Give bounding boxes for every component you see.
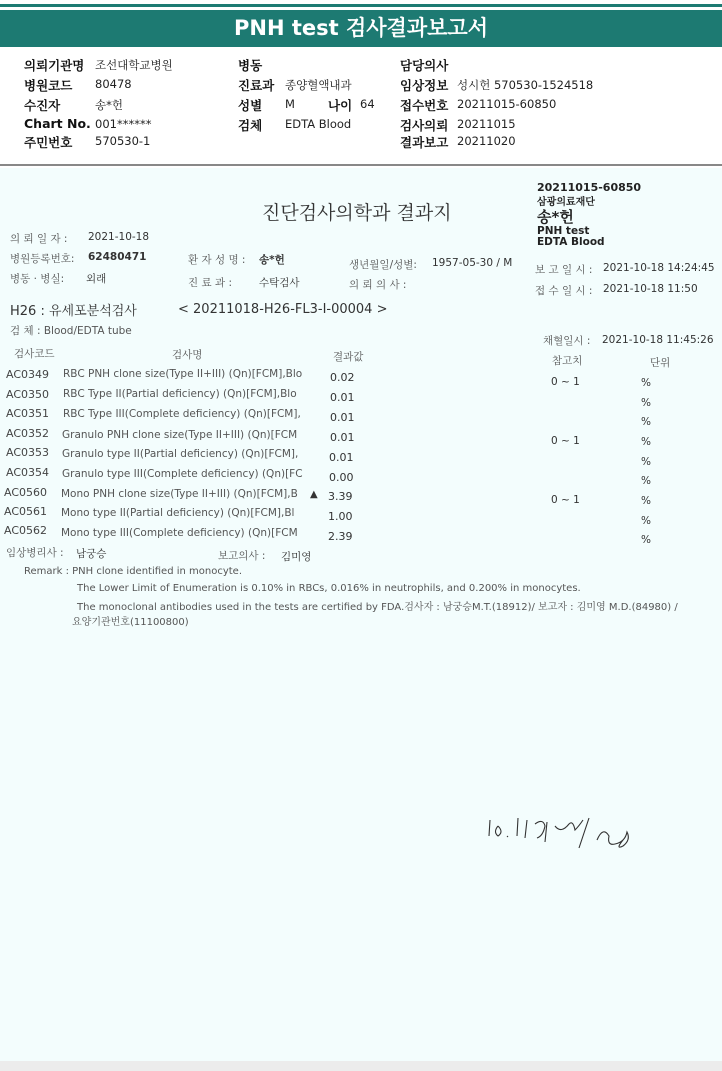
unit: %	[641, 436, 651, 448]
receive-datetime-label: 접 수 일 시 :	[535, 285, 593, 297]
chart-no-label: Chart No.	[24, 116, 91, 131]
row-name: Granulo PNH clone size(Type II+III) (Qn)[FCM	[62, 429, 298, 441]
unit: %	[641, 456, 651, 468]
remark-line: The Lower Limit of Enumeration is 0.10% in RBCs, 0.016% in neutrophils, and 0.200% in monocytes.	[77, 583, 581, 594]
receipt-no-label: 접수번호	[400, 98, 449, 113]
resident-no-label: 주민번호	[24, 135, 73, 150]
doctor-label: 담당의사	[400, 58, 449, 73]
ward-label: 병동	[238, 58, 263, 73]
collect-label: 채혈일시 :	[543, 335, 591, 347]
row-result: 0.02	[330, 371, 355, 384]
row-code: AC0353	[6, 446, 50, 459]
report-datetime-label: 보 고 일 시 :	[535, 264, 593, 276]
unit: %	[641, 377, 651, 389]
page-footer-bar	[0, 1061, 722, 1071]
row-code: AC0562	[4, 524, 48, 537]
chart-no-value: 001******	[95, 117, 152, 131]
institution-label: 의뢰기관명	[24, 58, 85, 73]
row-result: 0.01	[330, 391, 355, 404]
dob-value: 1957-05-30 / M	[432, 257, 513, 269]
patient-name-label: 환 자 성 명 :	[188, 254, 246, 266]
request-date-value: 20211015	[457, 117, 516, 131]
dob-label: 생년월일/성별:	[349, 259, 417, 271]
collect-date: 2021-10-18 11:45:26	[602, 334, 714, 346]
row-name: RBC PNH clone size(Type II+III) (Qn)[FCM],Blo	[63, 368, 303, 380]
high-flag-icon: ▲	[310, 489, 318, 500]
hospital-code-label: 병원코드	[24, 78, 73, 93]
report-title: PNH test 검사결과보고서	[0, 10, 722, 47]
specimen-value: EDTA Blood	[285, 117, 352, 131]
sheet-title: 진단검사의학과 결과지	[262, 202, 452, 224]
row-result: 2.39	[328, 530, 353, 543]
stamp-specimen: EDTA Blood	[537, 236, 605, 248]
row-result: 0.01	[329, 451, 354, 464]
row-name: RBC Type II(Partial deficiency) (Qn)[FCM],Blo	[63, 388, 297, 400]
ref-range: 0 ~ 1	[551, 435, 580, 447]
reporting-doctor-value: 김미영	[281, 551, 312, 563]
unit: %	[641, 515, 651, 527]
reg-no-label: 병원등록번호:	[10, 253, 75, 265]
row-code: AC0350	[6, 388, 50, 401]
ward-label: 병동 · 병실:	[10, 273, 65, 285]
patient-name-value: 송*헌	[259, 254, 285, 266]
stamp-patient: 송*헌	[537, 208, 574, 226]
dept-label: 진료과	[238, 78, 275, 93]
row-code: AC0354	[6, 466, 50, 479]
dept-value: 종양혈액내과	[285, 78, 352, 92]
order-number: < 20211018-H26-FL3-I-00004 >	[178, 302, 388, 317]
reporting-doctor-label: 보고의사 :	[218, 550, 266, 562]
specimen-line: 검 체 : Blood/EDTA tube	[10, 325, 132, 337]
stamp-foundation: 삼광의료재단	[537, 197, 595, 208]
institution-value: 조선대학교병원	[95, 58, 173, 72]
receive-datetime-value: 2021-10-18 11:50	[603, 283, 698, 295]
row-name: Mono type II(Partial deficiency) (Qn)[FCM],Bl	[61, 507, 295, 519]
row-code: AC0561	[4, 505, 48, 518]
dept-label: 진 료 과 :	[188, 277, 232, 289]
unit: %	[641, 416, 651, 428]
row-code: AC0351	[6, 407, 50, 420]
row-result: 0.01	[330, 431, 355, 444]
sex-value: M	[285, 97, 295, 111]
remark-line: 요양기관번호(11100800)	[72, 617, 189, 628]
clinical-info-label: 임상정보	[400, 78, 449, 93]
patient-label: 수진자	[24, 98, 61, 113]
col-unit: 단위	[650, 357, 671, 369]
row-code: AC0560	[4, 486, 48, 499]
reg-no-value: 62480471	[88, 251, 147, 263]
stamp-test: PNH test	[537, 225, 590, 237]
row-name: Granulo type III(Complete deficiency) (Qn)[FC	[62, 468, 303, 480]
dept-value: 수탁검사	[259, 277, 300, 289]
patient-value: 송*헌	[95, 98, 123, 112]
resident-no-value: 570530-1	[95, 134, 151, 148]
remark-line: Remark : PNH clone identified in monocyte.	[24, 566, 242, 577]
ref-range: 0 ~ 1	[551, 376, 580, 388]
row-result: 0.00	[329, 471, 354, 484]
col-result: 결과값	[333, 351, 364, 363]
report-datetime-value: 2021-10-18 14:24:45	[603, 262, 715, 274]
stamp-id: 20211015-60850	[537, 181, 642, 194]
clinical-pathologist-label: 임상병리사 :	[6, 547, 64, 559]
section-title: H26 : 유세포분석검사	[10, 304, 137, 319]
col-name: 검사명	[172, 349, 203, 361]
request-date-label: 검사의뢰	[400, 118, 449, 133]
unit: %	[641, 534, 651, 546]
row-result: 1.00	[328, 510, 353, 523]
row-result: 0.01	[330, 411, 355, 424]
row-name: Mono type III(Complete deficiency) (Qn)[FCM	[61, 527, 298, 539]
row-result: 3.39	[328, 490, 353, 503]
unit: %	[641, 495, 651, 507]
clinical-info-value: 성시헌 570530-1524518	[457, 78, 594, 92]
hospital-code-value: 80478	[95, 77, 132, 91]
col-ref: 참고치	[552, 355, 583, 367]
remark-line: The monoclonal antibodies used in the tests are certified by FDA.검사자 : 남궁승M.T.(18912)/ 보고자 : 김미영 M.D.(84980) /	[77, 602, 678, 613]
row-code: AC0349	[6, 368, 50, 381]
row-name: Mono PNH clone size(Type II+III) (Qn)[FCM],B	[61, 488, 298, 500]
ward-value: 외래	[86, 273, 107, 285]
unit: %	[641, 397, 651, 409]
sex-label: 성별	[238, 98, 263, 113]
requesting-doctor-label: 의 뢰 의 사 :	[349, 279, 407, 291]
age-value: 64	[360, 97, 375, 111]
header-divider	[0, 164, 722, 166]
receipt-no-value: 20211015-60850	[457, 97, 557, 111]
report-date-value: 20211020	[457, 134, 516, 148]
request-date-label: 의 뢰 일 자 :	[10, 233, 68, 245]
ref-range: 0 ~ 1	[551, 494, 580, 506]
col-code: 검사코드	[14, 348, 55, 360]
row-name: Granulo type II(Partial deficiency) (Qn)[FCM],	[62, 448, 299, 460]
specimen-label: 검체	[238, 118, 263, 133]
age-label: 나이	[328, 98, 353, 113]
request-date-value: 2021-10-18	[88, 231, 150, 243]
row-code: AC0352	[6, 427, 50, 440]
top-accent-line	[0, 4, 722, 7]
unit: %	[641, 475, 651, 487]
handwritten-signature	[485, 812, 655, 867]
report-date-label: 결과보고	[400, 135, 449, 150]
clinical-pathologist-value: 남궁승	[76, 548, 107, 560]
row-name: RBC Type III(Complete deficiency) (Qn)[FCM],	[63, 408, 301, 420]
